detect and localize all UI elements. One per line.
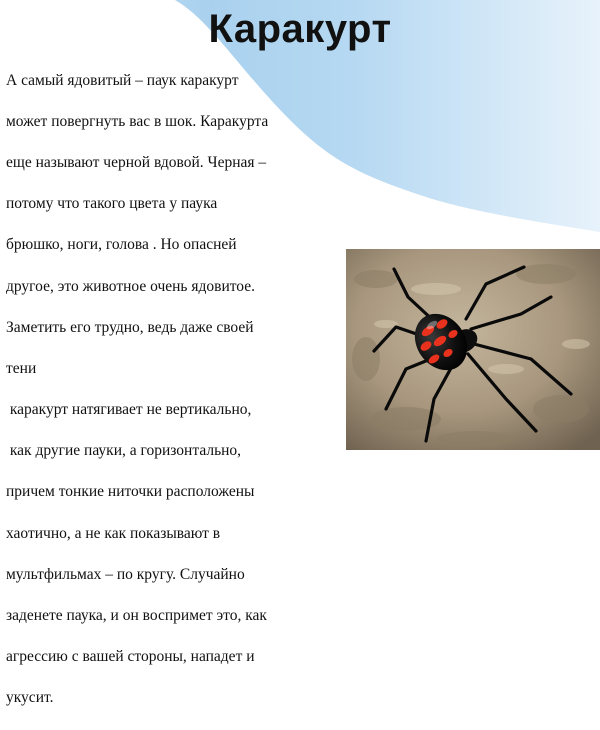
body-line: заденете паука, и он воспримет это, как [6, 607, 267, 625]
body-line: Заметить его трудно, ведь даже своей [6, 318, 254, 336]
body-line: может повергнуть вас в шок. Каракурта [6, 112, 269, 130]
body-line: укусит. [6, 689, 54, 707]
slide-body-text [6, 50, 306, 730]
body-line: каракурт натягивает не вертикально, [6, 401, 252, 419]
body-line: как другие пауки, а горизонтально, [6, 442, 242, 460]
body-line: хаотично, а не как показывают в [6, 524, 221, 542]
body-line: А самый ядовитый – паук каракурт [6, 71, 239, 89]
body-line: потому что такого цвета у паука [6, 195, 218, 213]
spider-illustration [346, 249, 600, 450]
body-line: тени [6, 359, 37, 377]
body-line: еще называют черной вдовой. Черная – [6, 153, 267, 171]
body-line: мультфильмах – по кругу. Случайно [6, 565, 245, 583]
body-line: причем тонкие ниточки расположены [6, 483, 255, 501]
body-line: агрессию с вашей стороны, нападет и [6, 648, 255, 666]
body-line: другое, это животное очень ядовитое. [6, 277, 255, 295]
spider-photo [346, 249, 600, 450]
body-line: брюшко, ноги, голова . Но опасней [6, 236, 237, 254]
slide-title: Каракурт [208, 7, 392, 51]
